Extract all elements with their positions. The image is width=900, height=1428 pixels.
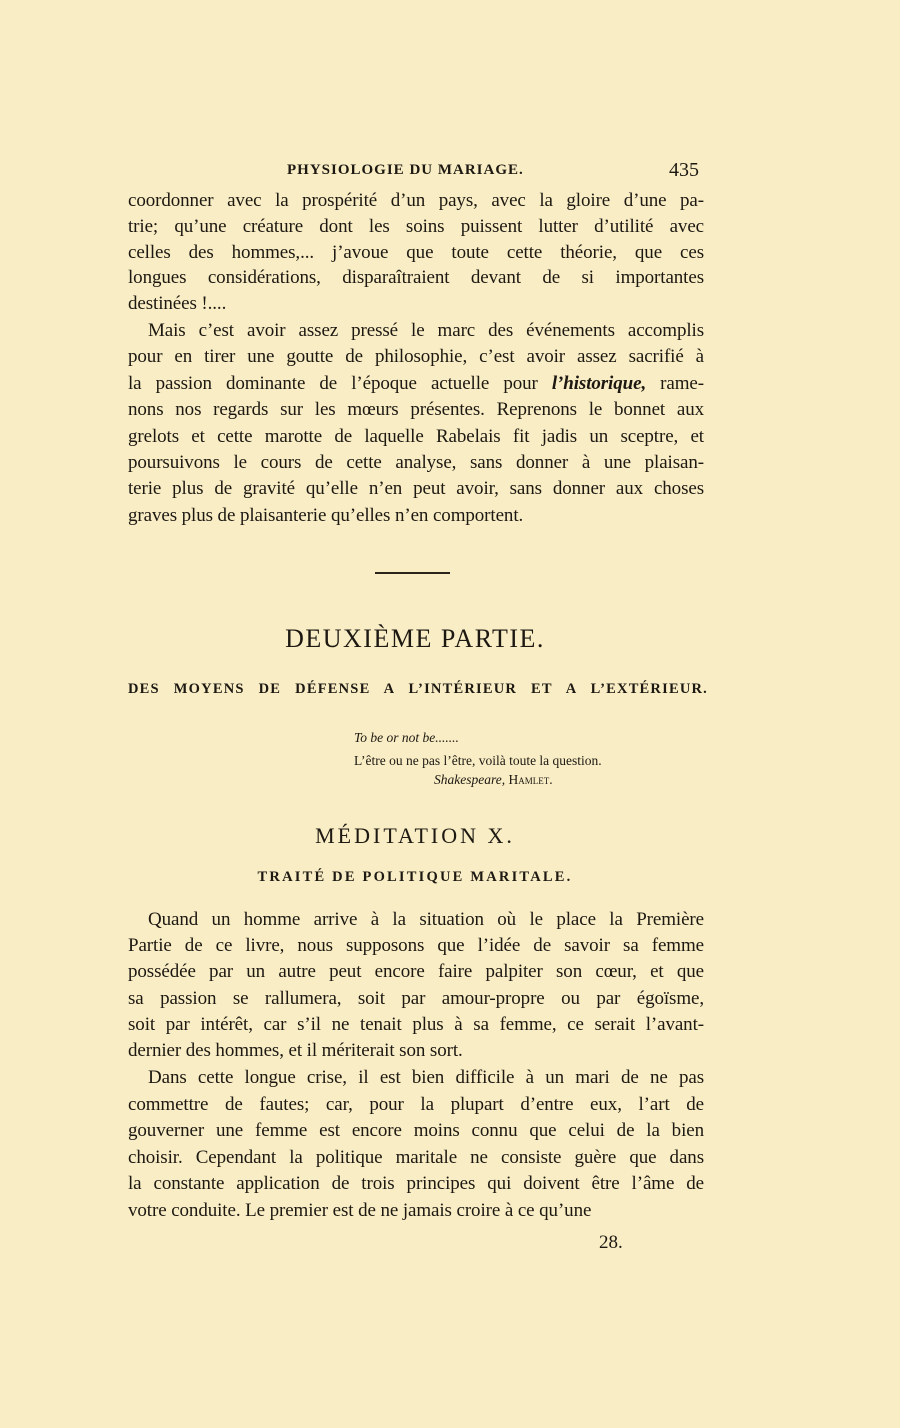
text-line: commettre de fautes; car, pour la plupart d’entre eux, l’art de bbox=[128, 1093, 704, 1115]
running-title: PHYSIOLOGIE DU MARIAGE. bbox=[287, 162, 524, 178]
page-number: 435 bbox=[669, 159, 699, 181]
text-line: nons nos regards sur les mœurs présentes. Reprenons le bonnet aux bbox=[128, 399, 704, 421]
text-line: coordonner avec la prospérité d’un pays, avec la gloire d’une pa- bbox=[128, 190, 704, 211]
epigraph-translation: L’être ou ne pas l’être, voilà toute la question. bbox=[354, 753, 602, 768]
text-run: rame- bbox=[646, 373, 704, 394]
text-line: graves plus de plaisanterie qu’elles n’en comportent. bbox=[128, 504, 524, 526]
text-line: choisir. Cependant la politique maritale ne consiste guère que dans bbox=[128, 1146, 704, 1168]
text-line: celles des hommes,... j’avoue que toute cette théorie, que ces bbox=[128, 241, 704, 263]
text-line: votre conduite. Le premier est de ne jamais croire à ce qu’une bbox=[128, 1200, 592, 1221]
text-line: sa passion se rallumera, soit par amour-propre ou par égoïsme, bbox=[128, 987, 704, 1009]
part-subtitle: DES MOYENS DE DÉFENSE A L’INTÉRIEUR ET A L’EXTÉRIEUR. bbox=[128, 681, 708, 697]
part-title: DEUXIÈME PARTIE. bbox=[285, 624, 545, 653]
text-line: Mais c’est avoir assez pressé le marc des événements accomplis bbox=[148, 320, 704, 341]
section-divider bbox=[375, 572, 450, 574]
text-line: dernier des hommes, et il mériterait son sort. bbox=[128, 1040, 463, 1061]
text-line: pour en tirer une goutte de philosophie, c’est avoir assez sacrifié à bbox=[128, 346, 704, 368]
text-line: Dans cette longue crise, il est bien difficile à un mari de ne pas bbox=[148, 1067, 704, 1088]
text-line: la constante application de trois principes qui doivent être l’âme de bbox=[128, 1173, 704, 1195]
epigraph-author: Shakespeare, bbox=[434, 772, 506, 787]
meditation-title: MÉDITATION X. bbox=[315, 823, 515, 848]
text-line: Quand un homme arrive à la situation où le place la Première bbox=[148, 909, 704, 930]
text-line: Partie de ce livre, nous supposons que l’idée de savoir sa femme bbox=[128, 935, 704, 957]
text-line: soit par intérêt, car s’il ne tenait plus à sa femme, ce serait l’avant- bbox=[128, 1013, 704, 1035]
text-line: grelots et cette marotte de laquelle Rabelais fit jadis un sceptre, et bbox=[128, 425, 704, 447]
emphasized-word: l’historique, bbox=[551, 373, 647, 394]
paragraph-2-line-3 bbox=[128, 373, 704, 395]
epigraph-attribution bbox=[434, 772, 553, 788]
text-run: la passion dominante de l’époque actuelle pour bbox=[128, 373, 552, 394]
meditation-subtitle: TRAITÉ DE POLITIQUE MARITALE. bbox=[257, 869, 573, 885]
epigraph-work: Hamlet. bbox=[508, 772, 553, 787]
epigraph-original: To be or not be....... bbox=[354, 730, 459, 745]
signature-mark: 28. bbox=[599, 1232, 623, 1253]
text-line: terie plus de gravité qu’elle n’en peut avoir, sans donner aux choses bbox=[128, 478, 704, 500]
text-line: trie; qu’une créature dont les soins puissent lutter d’utilité avec bbox=[128, 215, 704, 237]
text-line: possédée par un autre peut encore faire palpiter son cœur, et que bbox=[128, 961, 704, 983]
text-line: gouverner une femme est encore moins connu que celui de la bien bbox=[128, 1120, 704, 1142]
text-line: poursuivons le cours de cette analyse, sans donner à une plaisan- bbox=[128, 452, 704, 473]
text-line: destinées !.... bbox=[128, 293, 227, 315]
text-line: longues considérations, disparaîtraient devant de si importantes bbox=[128, 267, 704, 289]
